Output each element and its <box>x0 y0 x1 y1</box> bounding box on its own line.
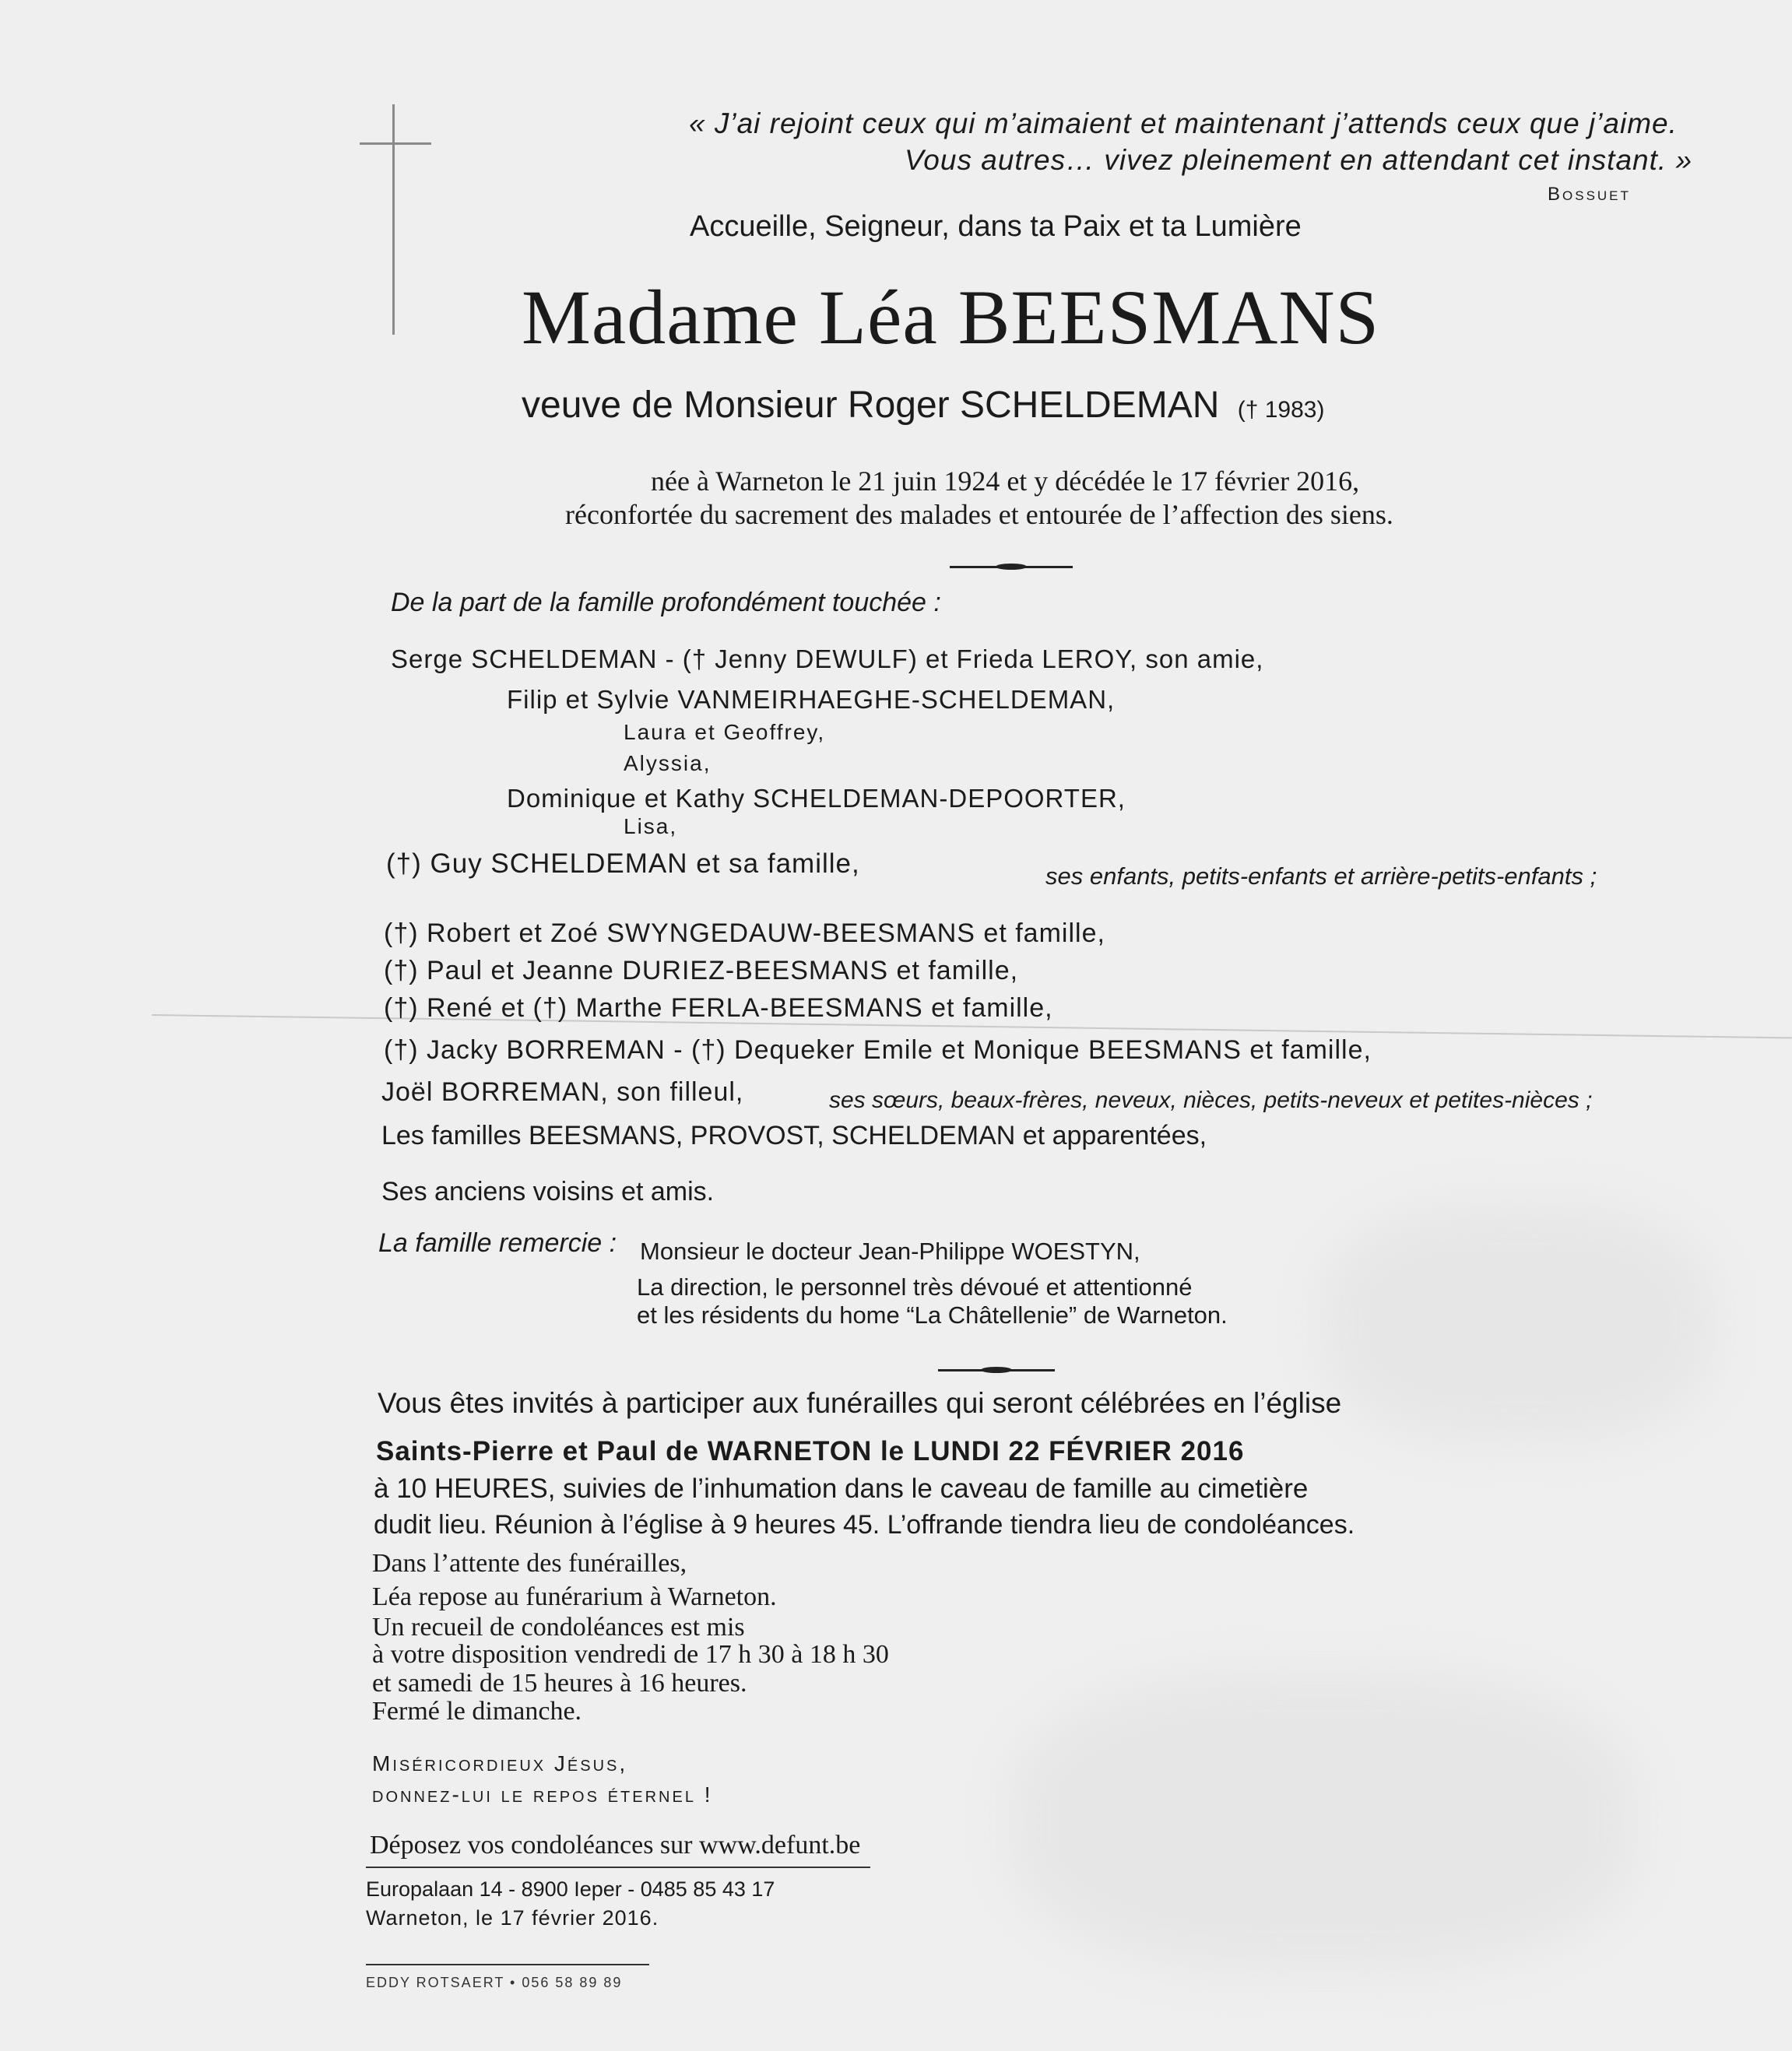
link-underline <box>366 1867 870 1868</box>
thanks-label: La famille remercie : <box>378 1228 617 1258</box>
spouse-death: († 1983) <box>1237 397 1325 423</box>
thanks-line: et les résidents du home “La Châtellenie” de Warneton. <box>637 1301 1228 1329</box>
scan-shadow <box>1012 1673 1635 1969</box>
sibling-line: (†) René et (†) Marthe FERLA-BEESMANS et famille, <box>384 993 1053 1023</box>
funeral-home-address: Europalaan 14 - 8900 Ieper - 0485 85 43 17 <box>366 1877 775 1901</box>
closing-line: Miséricordieux Jésus, <box>372 1751 628 1775</box>
wake-line: Fermé le dimanche. <box>372 1697 582 1726</box>
families-line: Les familles BEESMANS, PROVOST, SCHELDEMAN et apparentées, <box>381 1121 1207 1150</box>
prayer: Accueille, Seigneur, dans ta Paix et ta Lumière <box>690 210 1302 243</box>
sibling-line: (†) Paul et Jeanne DURIEZ-BEESMANS et famille, <box>384 956 1019 985</box>
printer-rule <box>366 1964 649 1965</box>
child-line: Dominique et Kathy SCHELDEMAN-DEPOORTER, <box>507 784 1126 813</box>
wake-line: et samedi de 15 heures à 16 heures. <box>372 1669 747 1698</box>
funeral-line: Vous êtes invités à participer aux funérailles qui seront célébrées en l’église <box>378 1387 1342 1419</box>
family-intro: De la part de la famille profondément touchée : <box>391 588 941 617</box>
child-line: (†) Guy SCHELDEMAN et sa famille, <box>386 848 860 879</box>
closing-line: donnez-lui le repos éternel ! <box>372 1782 713 1807</box>
spouse-text: veuve de Monsieur Roger SCHELDEMAN <box>522 385 1220 426</box>
ornament-divider <box>950 566 1073 568</box>
wake-line: Dans l’attente des funérailles, <box>372 1549 687 1578</box>
grandchild-line: Lisa, <box>624 814 678 838</box>
grandchild-line: Laura et Geoffrey, <box>624 720 826 744</box>
friends-line: Ses anciens voisins et amis. <box>381 1177 715 1206</box>
siblings-note: ses sœurs, beaux-frères, neveux, nièces, petits-neveux et petites-nièces ; <box>829 1087 1593 1113</box>
wake-line: Léa repose au funérarium à Warneton. <box>372 1582 777 1611</box>
wake-line: Un recueil de condoléances est mis <box>372 1613 745 1642</box>
scan-shadow <box>1323 1206 1713 1440</box>
quote-line-2: Vous autres… vivez pleinement en attendant cet instant. » <box>905 144 1693 176</box>
online-condolences-link[interactable]: Déposez vos condoléances sur www.defunt.be <box>370 1831 861 1860</box>
quote-line-1: « J’ai rejoint ceux qui m’aimaient et maintenant j’attends ceux que j’aime. <box>689 107 1678 139</box>
child-line: Filip et Sylvie VANMEIRHAEGHE-SCHELDEMAN, <box>507 685 1116 714</box>
sibling-line: (†) Jacky BORREMAN - (†) Dequeker Emile et Monique BEESMANS et famille, <box>384 1035 1372 1065</box>
children-note: ses enfants, petits-enfants et arrière-petits-enfants ; <box>1045 862 1597 890</box>
funeral-line: dudit lieu. Réunion à l’église à 9 heures 45. L’offrande tiendra lieu de condoléances. <box>374 1510 1355 1540</box>
birth-line-2: réconfortée du sacrement des malades et entourée de l’affection des siens. <box>565 499 1393 530</box>
funeral-line: Saints-Pierre et Paul de WARNETON le LUNDI 22 FÉVRIER 2016 <box>376 1436 1245 1466</box>
sibling-line: Joël BORREMAN, son filleul, <box>381 1077 744 1107</box>
ornament-divider <box>938 1369 1055 1371</box>
printer-credit: EDDY ROTSAERT • 056 58 89 89 <box>366 1975 623 1990</box>
funeral-line: à 10 HEURES, suivies de l’inhumation dans le caveau de famille au cimetière <box>374 1473 1309 1504</box>
quote-author: Bossuet <box>1548 184 1631 205</box>
deceased-name: Madame Léa BEESMANS <box>522 274 1380 360</box>
thanks-line: Monsieur le docteur Jean-Philippe WOESTYN, <box>640 1238 1140 1265</box>
grandchild-line: Alyssia, <box>624 751 712 775</box>
thanks-line: La direction, le personnel très dévoué et attentionné <box>637 1273 1193 1301</box>
sibling-line: (†) Robert et Zoé SWYNGEDAUW-BEESMANS et famille, <box>384 918 1105 948</box>
birth-line-1: née à Warneton le 21 juin 1924 et y décédée le 17 février 2016, <box>651 465 1360 497</box>
place-date: Warneton, le 17 février 2016. <box>366 1906 659 1930</box>
spouse-line <box>522 384 1324 427</box>
child-line: Serge SCHELDEMAN - († Jenny DEWULF) et Frieda LEROY, son amie, <box>391 644 1264 673</box>
wake-line: à votre disposition vendredi de 17 h 30 à 18 h 30 <box>372 1640 889 1669</box>
